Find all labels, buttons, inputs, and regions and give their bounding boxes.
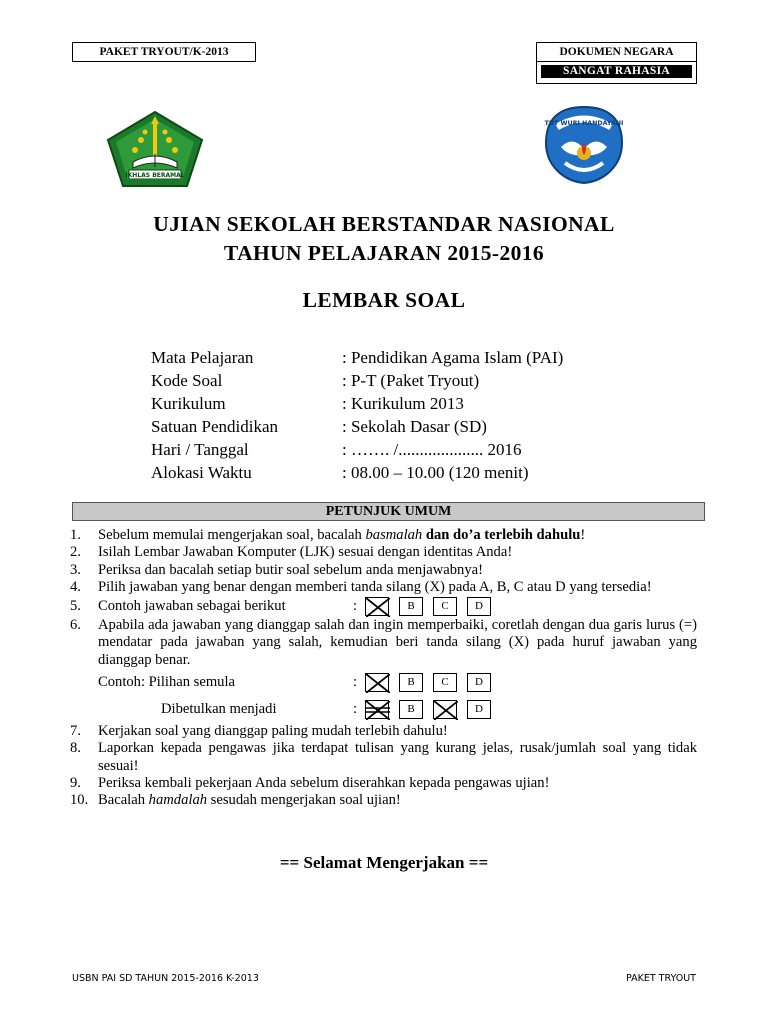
document-classification-box: DOKUMEN NEGARA (536, 42, 697, 62)
item-text: Sebelum memulai mengerjakan soal, bacalah (98, 527, 366, 543)
info-label: Mata Pelajaran (151, 348, 254, 367)
instruction-item (70, 617, 697, 669)
item-number: 4. (70, 578, 81, 595)
instruction-item (70, 579, 697, 596)
info-row (151, 392, 563, 415)
item-number: 9. (70, 774, 81, 791)
correction-example-original (70, 669, 697, 696)
item-number: 8. (70, 740, 81, 757)
instruction-item (70, 562, 697, 579)
option-d: D (467, 597, 491, 616)
example-colon: : (353, 700, 358, 717)
instruction-item (70, 740, 697, 775)
secrecy-label: SANGAT RAHASIA (541, 65, 692, 78)
item-text: Isilah Lembar Jawaban Komputer (LJK) sesuai dengan identitas Anda! (98, 544, 513, 561)
info-row (151, 415, 563, 438)
item-text: Kerjakan soal yang dianggap paling mudah terlebih dahulu! (98, 723, 448, 740)
exam-info-table (151, 346, 563, 484)
secrecy-label-box (536, 62, 697, 84)
example-label: Contoh: Pilihan semula (98, 673, 236, 690)
info-row (151, 346, 563, 369)
kemenag-logo (105, 110, 205, 188)
option-c: C (433, 673, 457, 692)
item-text: Pilih jawaban yang benar dengan memberi tanda silang (X) pada A, B, C atau D yang tersedia! (98, 578, 652, 595)
option-b: B (399, 700, 423, 719)
info-row (151, 461, 563, 484)
instruction-item (70, 723, 697, 740)
info-row (151, 369, 563, 392)
option-d: D (467, 700, 491, 719)
option-c: C (433, 597, 457, 616)
option-c-crossed (433, 700, 457, 719)
instructions-list (70, 527, 697, 810)
info-value: : Pendidikan Agama Islam (PAI) (342, 348, 564, 367)
option-a-crossed (365, 673, 389, 692)
item-text-end: sesudah mengerjakan soal ujian! (207, 792, 401, 809)
info-label: Kode Soal (151, 371, 223, 390)
info-value: : Sekolah Dasar (SD) (342, 417, 487, 436)
item-colon: : (353, 598, 358, 615)
item-emphasis: hamdalah (148, 792, 208, 809)
instruction-item (70, 775, 697, 792)
footer-right: PAKET TRYOUT (626, 973, 696, 984)
closing-message: == Selamat Mengerjakan == (279, 853, 489, 872)
item-number: 7. (70, 723, 81, 740)
footer-left: USBN PAI SD TAHUN 2015-2016 K-2013 (72, 973, 259, 984)
academic-year: TAHUN PELAJARAN 2015-2016 (223, 241, 545, 265)
option-a-cancelled (365, 700, 389, 719)
info-value: : P-T (Paket Tryout) (342, 371, 480, 390)
correction-example-corrected (70, 696, 697, 723)
item-number: 1. (70, 527, 81, 543)
info-row (151, 438, 563, 461)
document-type-title: LEMBAR SOAL (302, 288, 466, 312)
item-number: 3. (70, 561, 81, 578)
option-d: D (467, 673, 491, 692)
item-text: Bacalah (98, 792, 149, 809)
general-instructions-heading: PETUNJUK UMUM (72, 502, 705, 521)
kemenag-motto: IKHLAS BERAMAL (125, 172, 185, 179)
item-text: Periksa dan bacalah setiap butir soal sebelum anda menjawabnya! (98, 561, 483, 578)
info-value: : ……. /.................... 2016 (342, 440, 522, 459)
packet-label-box: PAKET TRYOUT/K-2013 (72, 42, 256, 62)
item-number: 6. (70, 617, 81, 634)
item-text: Apabila ada jawaban yang dianggap salah dan ingin memperbaiki, coretlah dengan dua garis lurus (=) mendatar pada jawaban yang salah, kemudian beri tanda silang (X) pada huruf jawaban yang dianggap benar. (98, 617, 697, 668)
instruction-item (70, 527, 697, 544)
info-value: : Kurikulum 2013 (342, 394, 464, 413)
item-text: Laporkan kepada pengawas jika terdapat tulisan yang kurang jelas, rusak/jumlah soal yang tidak sesuai! (98, 740, 697, 774)
item-text: Contoh jawaban sebagai berikut (98, 598, 286, 615)
example-label: Dibetulkan menjadi (161, 700, 277, 717)
answer-example-corrected (365, 700, 491, 719)
info-label: Satuan Pendidikan (151, 417, 279, 436)
info-value: : 08.00 – 10.00 (120 menit) (342, 463, 529, 482)
instruction-item (70, 544, 697, 561)
info-label: Hari / Tanggal (151, 440, 249, 459)
item-text-end: ! (580, 527, 586, 543)
item-emphasis: basmalah (365, 527, 423, 543)
item-number: 5. (70, 598, 81, 615)
info-label: Kurikulum (151, 394, 226, 413)
option-b: B (399, 673, 423, 692)
option-b: B (399, 597, 423, 616)
instruction-item (70, 596, 697, 617)
item-number: 2. (70, 544, 81, 561)
info-label: Alokasi Waktu (151, 463, 252, 482)
answer-example-original (365, 673, 491, 692)
example-colon: : (353, 673, 358, 690)
item-bold: dan do’a terlebih dahulu (422, 527, 581, 543)
item-number: 10. (70, 792, 89, 809)
exam-title: UJIAN SEKOLAH BERSTANDAR NASIONAL (153, 212, 615, 236)
tut-wuri-motto: TUT WURI HANDAYANI (544, 120, 624, 127)
instruction-item (70, 792, 697, 809)
answer-example (365, 597, 491, 616)
option-a-crossed (365, 597, 389, 616)
tut-wuri-handayani-logo (543, 105, 625, 185)
item-text: Periksa kembali pekerjaan Anda sebelum diserahkan kepada pengawas ujian! (98, 774, 550, 791)
